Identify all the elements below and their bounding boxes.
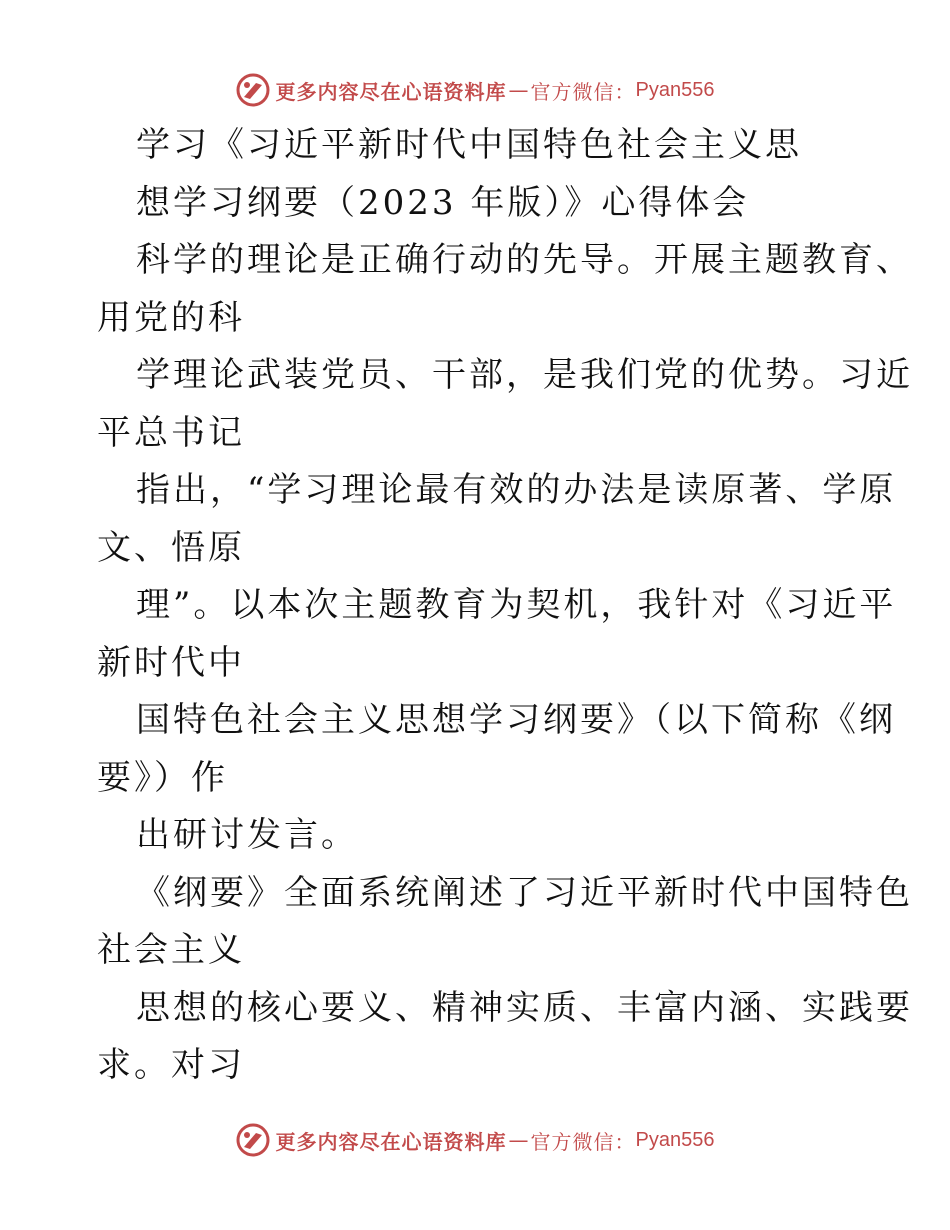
footer-dash: —: [508, 1128, 529, 1152]
text-line: 思想的核心要义、精神实质、丰富内涵、实践要: [136, 987, 913, 1028]
text-line: 指出，“学习理论最有效的办法是读原著、学原: [136, 470, 897, 510]
text-line: 理”。以本次主题教育为契机，我针对《习近平: [136, 585, 897, 625]
header-label: 官方微信：: [530, 79, 636, 104]
text-line: 想学习纲要（2023 年版）》心得体会: [136, 182, 750, 223]
footer-label: 官方微信：: [530, 1129, 636, 1154]
text-line: 学理论武装党员、干部，是我们党的优势。习近: [136, 355, 913, 395]
text-line: 《纲要》全面系统阐述了习近平新时代中国特色: [136, 872, 913, 913]
text-line: 社会主义: [97, 930, 245, 970]
header-brand: 更多内容尽在心语资料库: [275, 79, 507, 104]
text-line: 用党的科: [97, 297, 245, 338]
text-line: 学习《习近平新时代中国特色社会主义思: [136, 125, 802, 165]
text-line: 国特色社会主义思想学习纲要》（以下简称《纲: [136, 700, 896, 740]
header-dash: —: [508, 78, 529, 102]
text-line: 要》）作: [97, 757, 228, 798]
header-wechat-id: Pyan556: [635, 78, 715, 101]
footer-watermark: [0, 1120, 950, 1160]
seal-logo-icon: [236, 1123, 270, 1157]
text-line: 新时代中: [97, 642, 245, 683]
seal-logo-icon: [236, 73, 270, 107]
footer-wechat-id: Pyan556: [635, 1128, 715, 1151]
text-line: 科学的理论是正确行动的先导。开展主题教育、: [136, 240, 913, 280]
text-line: 求。对习: [97, 1045, 245, 1085]
text-line: 文、悟原: [97, 527, 245, 568]
header-watermark: [0, 70, 950, 110]
document-body: [97, 117, 913, 1095]
footer-brand: 更多内容尽在心语资料库: [275, 1129, 507, 1154]
text-line: 出研讨发言。: [136, 815, 358, 855]
text-line: 平总书记: [97, 412, 245, 453]
